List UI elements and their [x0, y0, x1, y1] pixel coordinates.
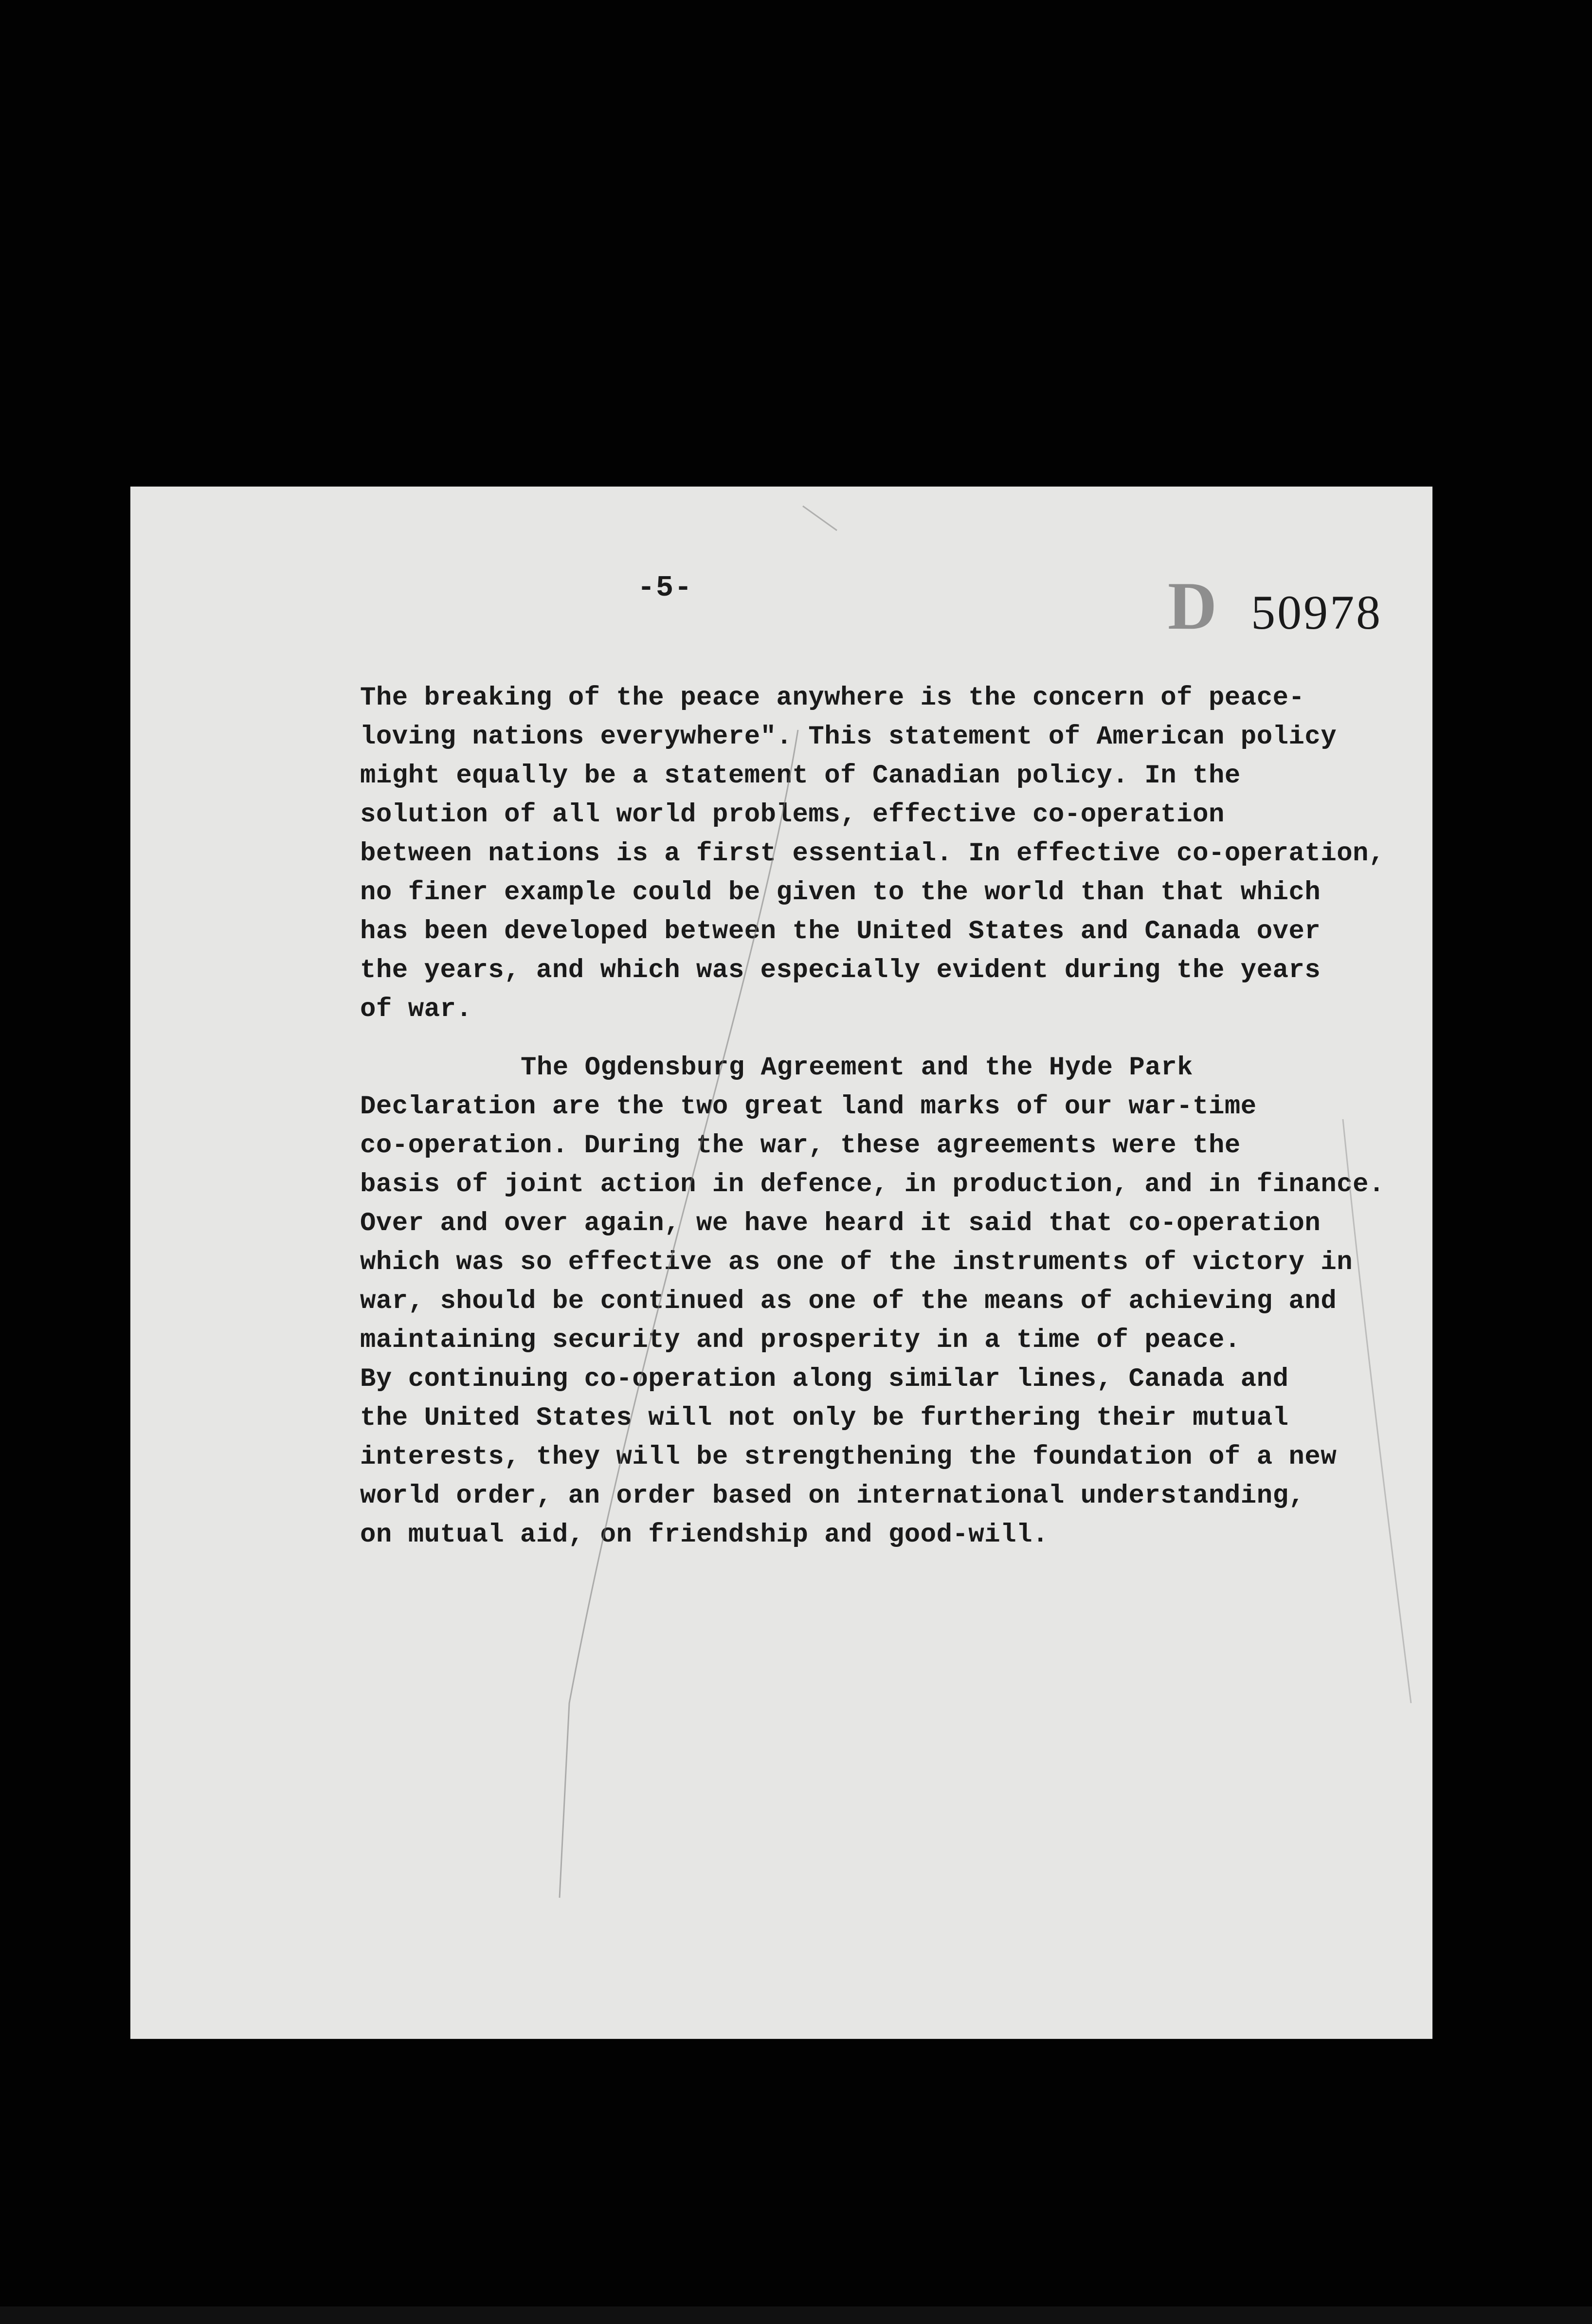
text-line: on mutual aid, on friendship and good-will. — [360, 1520, 1049, 1550]
scan-bottom-strip — [0, 2306, 1592, 2324]
document-body — [360, 679, 1430, 1555]
text-line: war, should be continued as one of the means of achieving and — [360, 1287, 1337, 1316]
text-line: of war. — [360, 995, 472, 1024]
text-line: the years, and which was especially evident during the years — [360, 956, 1321, 985]
reference-letter: D — [1168, 568, 1217, 644]
text-line: solution of all world problems, effective co-operation — [360, 800, 1225, 830]
page-number: -5- — [637, 572, 693, 605]
text-line: might equally be a statement of Canadian policy. In the — [360, 761, 1241, 791]
text-line: has been developed between the United States and Canada over — [360, 917, 1321, 946]
text-line: between nations is a first essential. In effective co-operation, — [360, 839, 1385, 869]
text-line: world order, an order based on international understanding, — [360, 1481, 1305, 1511]
reference-number: 50978 — [1251, 585, 1383, 639]
text-line: the United States will not only be furthering their mutual — [360, 1403, 1289, 1433]
text-line: interests, they will be strengthening the foundation of a new — [360, 1442, 1337, 1472]
text-line: By continuing co-operation along similar lines, Canada and — [360, 1364, 1289, 1394]
text-line: loving nations everywhere". This statement of American policy — [360, 722, 1337, 752]
text-line: The breaking of the peace anywhere is the concern of peace- — [360, 683, 1305, 713]
text-line: Declaration are the two great land marks of our war-time — [360, 1092, 1257, 1122]
text-line: no finer example could be given to the world than that which — [360, 878, 1321, 908]
text-line: co-operation. During the war, these agreements were the — [360, 1131, 1241, 1161]
text-line: basis of joint action in defence, in production, and in finance. — [360, 1170, 1385, 1199]
text-line: The Ogdensburg Agreement and the Hyde Park — [521, 1053, 1194, 1083]
document-reference — [1168, 567, 1382, 645]
text-line: which was so effective as one of the instruments of victory in — [360, 1248, 1353, 1277]
text-line: Over and over again, we have heard it said that co-operation — [360, 1209, 1321, 1238]
paragraph-2 — [360, 1049, 1430, 1555]
text-line: maintaining security and prosperity in a time of peace. — [360, 1325, 1241, 1355]
paragraph-1 — [360, 679, 1430, 1029]
